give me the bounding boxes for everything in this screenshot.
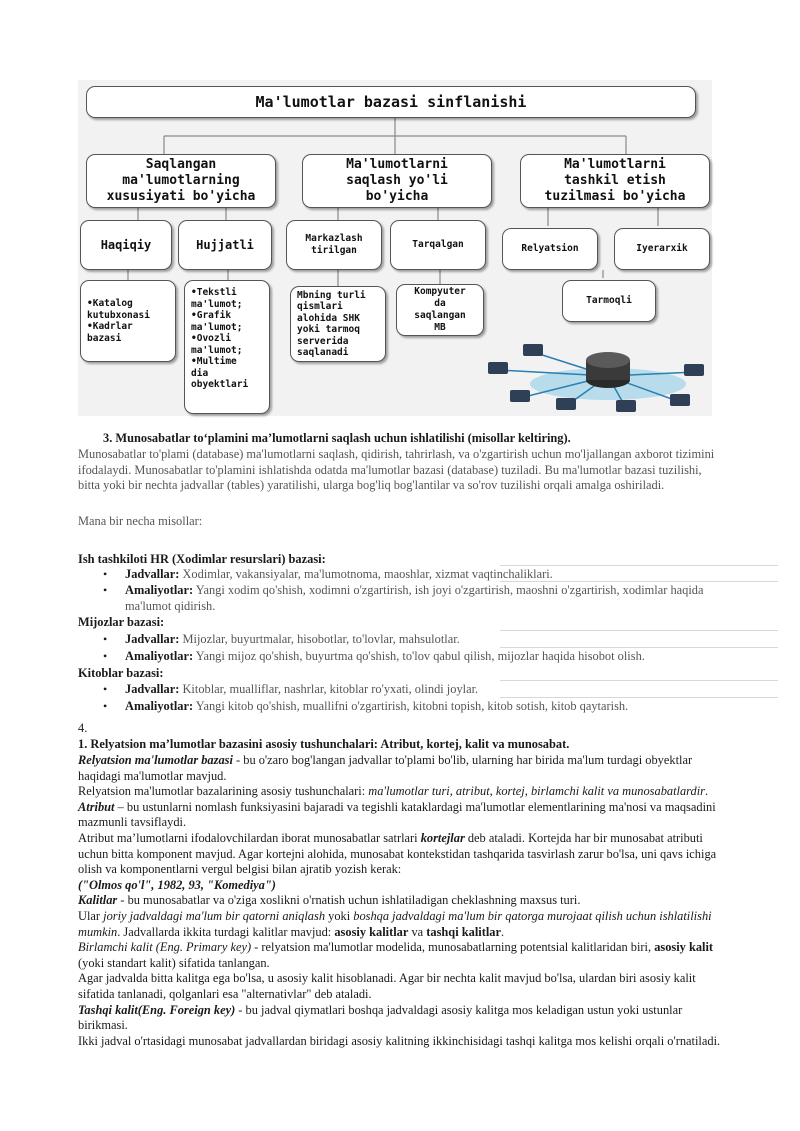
network-illustration [488, 344, 704, 412]
haq-list-1: •Katalog [87, 298, 133, 309]
huj-list-4: ma'lumot; [191, 321, 243, 333]
box-tarmoqli [562, 280, 656, 322]
huj-list-8: dia [191, 367, 209, 379]
mijoz-heading: Mijozlar bazasi: [78, 615, 165, 629]
tarq-list-3: saqlangan [414, 310, 466, 321]
bullet-icon: • [103, 583, 108, 597]
tarq-list-4: MB [434, 322, 446, 333]
divider [500, 581, 778, 582]
huj-list-7: •Multime [191, 356, 237, 367]
category-box-3 [520, 154, 710, 208]
para1-line-2: ifodalaydi. Munosabatlar to'plamini ishlatishda odatda ma'lumotlar bazasi (database) tuziladi. Bu ma'lumotlar bazasi tuzilishi, [78, 462, 702, 477]
kitob-operations-item: Amaliyotlar: Yangi kitob qo'shish, muallifni o'zgartirish, kitobni topish, kitob sotish, kitob qaytarish. [125, 699, 629, 713]
box-hujjatli-list [184, 280, 270, 414]
box-haqiqiy-list [80, 280, 176, 362]
box-tarqalgan-list [396, 284, 484, 336]
huj-list-1: •Tekstli [191, 287, 237, 298]
huj-list-6: ma'lumot; [191, 344, 243, 356]
divider [500, 697, 778, 698]
markaz-line-1: Markazlash [305, 233, 363, 244]
hr-operations-item-cont: ma'lumot qidirish. [125, 599, 216, 613]
examples-intro: Mana bir necha misollar: [78, 514, 203, 528]
box-haqiqiy [80, 220, 172, 270]
hr-tables-item: Jadvallar: Xodimlar, vakansiyalar, ma'lumotnoma, maoshlar, xizmat vaqtinchaliklari. [125, 567, 553, 581]
classification-diagram [78, 80, 712, 416]
tarq-list-2: da [434, 298, 446, 309]
box-relyatsion [502, 228, 598, 270]
haq-list-2: kutubxonasi [87, 309, 150, 321]
category-3-line-3: tuzilmasi bo'yicha [544, 189, 686, 204]
category-1-line-1: Saqlangan [145, 157, 217, 172]
tarmoqli-label: Tarmoqli [586, 295, 632, 306]
bullet-icon: • [103, 632, 108, 646]
category-2-line-1: Ma'lumotlarni [346, 157, 448, 172]
mark-list-5: serverida [297, 335, 349, 347]
category-box-2 [302, 154, 492, 208]
markaz-line-2: tirilgan [311, 245, 357, 256]
box-hujjatli [178, 220, 272, 270]
relyatsion-label: Relyatsion [521, 243, 579, 254]
relyatsion-definition: Relyatsion ma'lumotlar bazasi - bu o'zaro bog'langan jadvallar to'plami bo'lib, ularning har birida ma'lum turdagi obyektlar haqidagi ma'lumotlar mavjud. Relyatsion ma'lumotlar bazalarining asosiy tushunchalari: ma'lumotlar turi, atribut, kortej, birlamchi kalit va munosabatlardir. Atribut – bu ustunlarni nomlash funksiyasini bajaradi va tegishli kataklardagi ma'lumotlar elementlarining ma'nosi va maqsadini mazmunli tavsiflaydi. Atribut ma’lumotlarni ifodalovchilardan iborat munosabatlar satrlari kortejlar deb ataladi. Kortejda har bir munosabat atributi uchun bitta komponent mavjud. Agar kortejni alohida, munosabat kontekstidan tashqarida tasvirlash zarur bo'lsa, uni qavs ichiga olish va komponentlarni vergul belgisi bilan ajratib yozish kerak: ("Olmos qo'l", 1982, 93, "Komediya") Kalitlar - bu munosabatlar va o'ziga xoslikni o'rnatish uchun ishlatiladigan cheklashning maxsus turi. Ular joriy jadvaldagi ma'lum bir qatorni aniqlash yoki boshqa jadvaldagi ma'lum bir qatorga murojaat qilish uchun ishlatilishi mumkin. Jadvallarda ikkita turdagi kalitlar mavjud: asosiy kalitlar va tashqi kalitlar. Birlamchi kalit (Eng. Primary key) - relyatsion ma'lumotlar modelida, munosabatlarning potentsial kalitlaridan biri, asosiy kalit (yoki standart kalit) sifatida tanlangan. Agar jadvalda bitta kalitga ega bo'lsa, u asosiy kalit hisoblanadi. Agar bir nechta kalit mavjud bo'lsa, ulardan biri asosiy kalit sifatida tanlanadi, qolganlari esa "alternativlar" deb ataladi. Tashqi kalit(Eng. Foreign key) - bu jadval qiymatlari boshqa jadvaldagi asosiy kalitga mos keladigan ustun yoki ustunlar birikmasi. Ikki jadval o'rtasidagi munosabat jadvallardan biridagi asosiy kalitning ikkinchisidagi tashqi kalitga mos kelishi orqali o'rnatiladi. [78, 753, 721, 1048]
category-box-1 [86, 154, 276, 208]
huj-list-2: ma'lumot; [191, 298, 243, 310]
bullet-icon: • [103, 649, 108, 663]
mark-list-6: saqlanadi [297, 347, 349, 358]
box-markaz-list [290, 286, 386, 362]
mark-list-3: alohida SHK [297, 312, 360, 324]
haqiqiy-label: Haqiqiy [100, 238, 152, 252]
haq-list-3: •Kadrlar [87, 321, 133, 332]
section-1-heading: 1. Relyatsion ma’lumotlar bazasini asosiy tushunchalari: Atribut, kortej, kalit va munosabat. [78, 737, 570, 751]
para1-line-3: bitta yoki bir nechta jadvallar (tables) yaratilishi, ularga bog'liq bog'lantilar va so'rov tuzilishi orqali amalga oshiriladi. [78, 478, 665, 493]
diagram-title: Ma'lumotlar bazasi sinflanishi [255, 93, 527, 111]
huj-list-3: •Grafik [191, 310, 232, 321]
para1-line-1: Munosabatlar to'plami (database) ma'lumotlarni saqlash, qidirish, tahrirlash, va o'zgartirish uchun mo'ljallangan axborot tizimini [78, 447, 715, 461]
box-tarqalgan [390, 220, 486, 270]
category-1-line-3: xususiyati bo'yicha [106, 189, 256, 204]
divider [500, 680, 778, 681]
mijoz-tables-item: Jadvallar: Mijozlar, buyurtmalar, hisobotlar, to'lovlar, mahsulotlar. [125, 632, 460, 646]
huj-list-9: obyektlari [191, 379, 249, 390]
mijoz-operations-item: Amaliyotlar: Yangi mijoz qo'shish, buyurtma qo'shish, to'lov qabul qilish, mijozlar haqida hisobot olish. [125, 649, 645, 663]
bullet-icon: • [103, 567, 108, 581]
box-iyerarxik [614, 228, 710, 270]
section-4-number: 4. [78, 721, 88, 735]
iyerarxik-label: Iyerarxik [636, 243, 688, 254]
mark-list-4: yoki tarmoq [297, 324, 360, 335]
category-2-line-2: saqlash yo'li [346, 173, 448, 188]
category-3-line-1: Ma'lumotlarni [564, 157, 666, 172]
hr-heading: Ish tashkiloti HR (Xodimlar resurslari) bazasi: [78, 552, 326, 566]
section-3-heading: 3. Munosabatlar to‘plamini ma’lumotlarni saqlash uchun ishlatilishi (misollar keltiring). [103, 431, 571, 445]
tarqalgan-label: Tarqalgan [412, 239, 464, 250]
divider [500, 630, 778, 631]
mark-list-1: Mbning turli [297, 289, 366, 301]
paragraph-1 [78, 447, 790, 494]
diagram-title-box [86, 86, 696, 118]
kitob-tables-item: Jadvallar: Kitoblar, mualliflar, nashrlar, kitoblar ro'yxati, olindi joylar. [125, 682, 479, 696]
category-3-line-2: tashkil etish [564, 173, 666, 188]
category-1-line-2: ma'lumotlarning [122, 173, 240, 188]
kitob-heading: Kitoblar bazasi: [78, 666, 164, 680]
bullet-icon: • [103, 699, 108, 713]
divider [500, 565, 778, 566]
hr-operations-item: Amaliyotlar: Yangi xodim qo'shish, xodimni o'zgartirish, ish joyi o'zgartirish, maoshni o'zgartirish, xodimlar haqida [125, 583, 704, 597]
box-markazlashtirilgan [286, 220, 382, 270]
mark-list-2: qismlari [297, 301, 343, 312]
category-2-line-3: bo'yicha [365, 189, 429, 204]
divider [500, 647, 778, 648]
tarq-list-1: Kompyuter [414, 286, 466, 297]
hujjatli-label: Hujjatli [196, 238, 254, 252]
huj-list-5: •Ovozli [191, 333, 232, 344]
haq-list-4: bazasi [87, 332, 122, 344]
bullet-icon: • [103, 682, 108, 696]
